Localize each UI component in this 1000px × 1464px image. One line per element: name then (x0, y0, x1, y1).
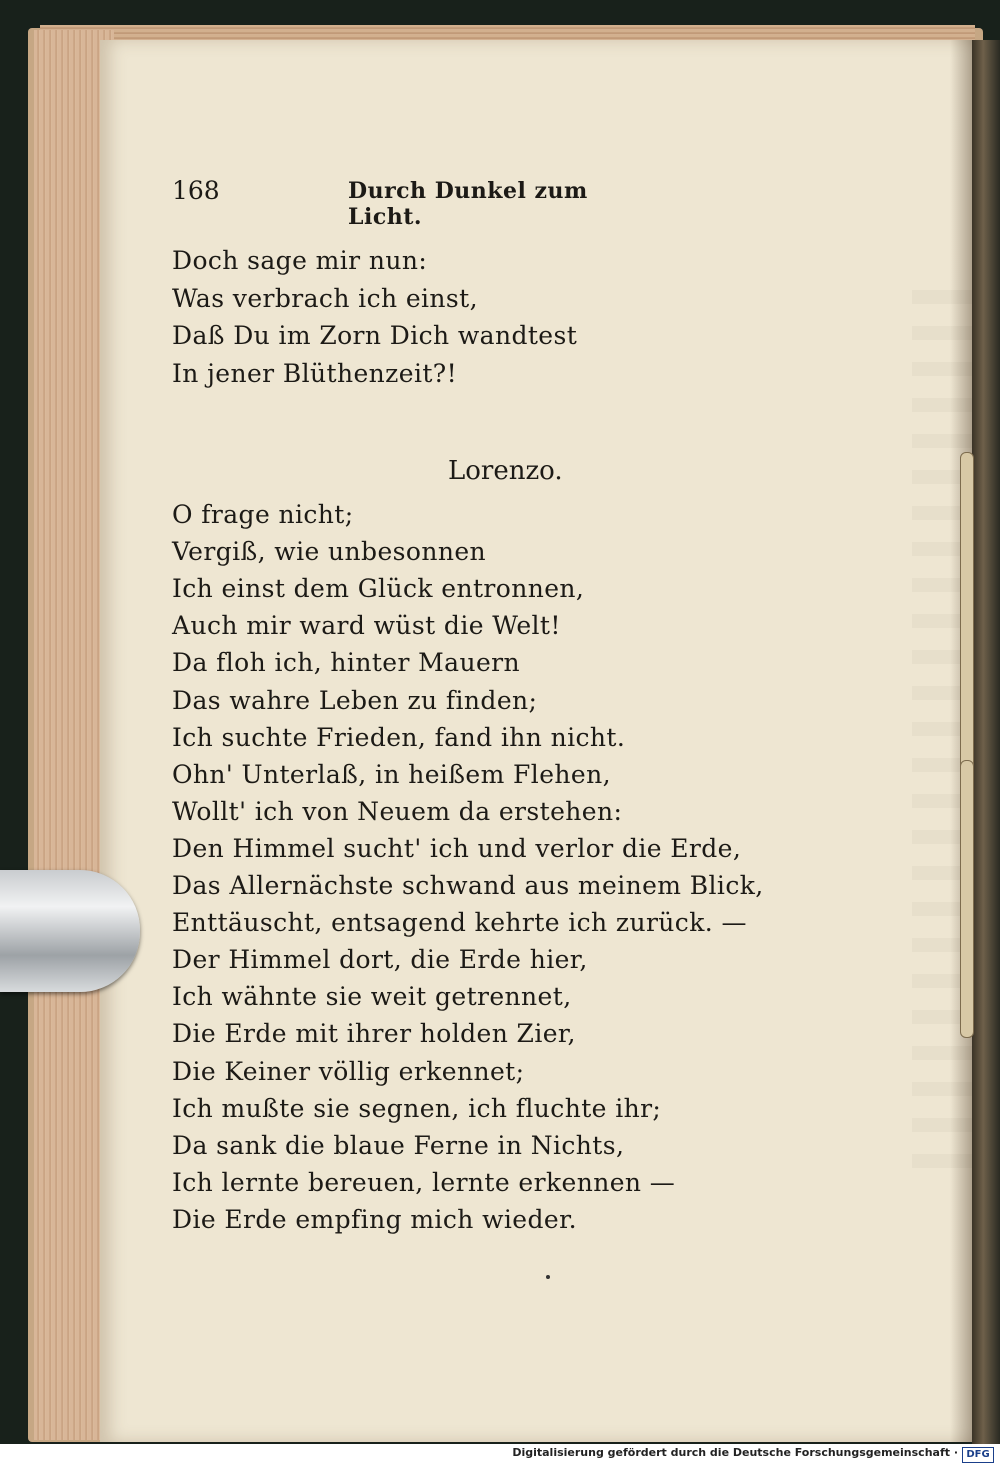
poem-line: Ich lernte bereuen, lernte erkennen — (172, 1167, 676, 1197)
poem-line: Da floh ich, hinter Mauern (172, 648, 521, 678)
binding-thread-upper (960, 452, 974, 774)
running-head (172, 176, 652, 230)
poem-line: Daß Du im Zorn Dich wandtest (172, 321, 578, 350)
section-heading: Lorenzo. (448, 456, 563, 486)
poem-line: Vergiß, wie unbesonnen (172, 537, 487, 567)
poem-line: Doch sage mir nun: (172, 246, 428, 275)
poem-line: Das wahre Leben zu finden; (172, 685, 538, 715)
poem-line: Da sank die blaue Ferne in Nichts, (172, 1130, 625, 1160)
poem-line: In jener Blüthenzeit?! (172, 358, 458, 388)
poem-line: Enttäuscht, entsagend kehrte ich zurück. — (172, 908, 747, 938)
poem-line: Den Himmel sucht' ich und verlor die Erde, (172, 833, 742, 863)
credit-bar (0, 1444, 1000, 1464)
dfg-logo-icon: DFG (962, 1447, 994, 1463)
poem-line: Was verbrach ich einst, (172, 283, 478, 313)
poem-line: Das Allernächste schwand aus meinem Blick, (172, 871, 764, 900)
digitization-credit: Digitalisierung gefördert durch die Deutsche Forschungsgemeinschaft · (512, 1446, 958, 1459)
facing-page-edge (972, 40, 1000, 1444)
page-dot (546, 1275, 550, 1279)
poem-line: Der Himmel dort, die Erde hier, (172, 945, 588, 975)
poem-line: Wollt' ich von Neuem da erstehen: (172, 796, 623, 826)
poem-line: Die Erde mit ihrer holden Zier, (172, 1019, 576, 1049)
poem-line: Ich wähnte sie weit getrennet, (172, 982, 572, 1012)
poem-line: Ohn' Unterlaß, in heißem Flehen, (172, 759, 611, 789)
page-clip (0, 870, 140, 992)
page-number: 168 (172, 176, 220, 205)
binding-thread-lower (960, 760, 974, 1038)
poem-line: Ich einst dem Glück entronnen, (172, 574, 585, 604)
poem-line: Ich suchte Frieden, fand ihn nicht. (172, 722, 626, 752)
poem-line: Ich mußte sie segnen, ich fluchte ihr; (172, 1093, 662, 1123)
poem-line: Die Erde empfing mich wieder. (172, 1204, 578, 1234)
poem-line: O frage nicht; (172, 500, 354, 529)
running-title: Durch Dunkel zum Licht. (348, 178, 588, 230)
poem-line: Auch mir ward wüst die Welt! (172, 611, 561, 641)
poem-line: Die Keiner völlig erkennet; (172, 1056, 525, 1086)
